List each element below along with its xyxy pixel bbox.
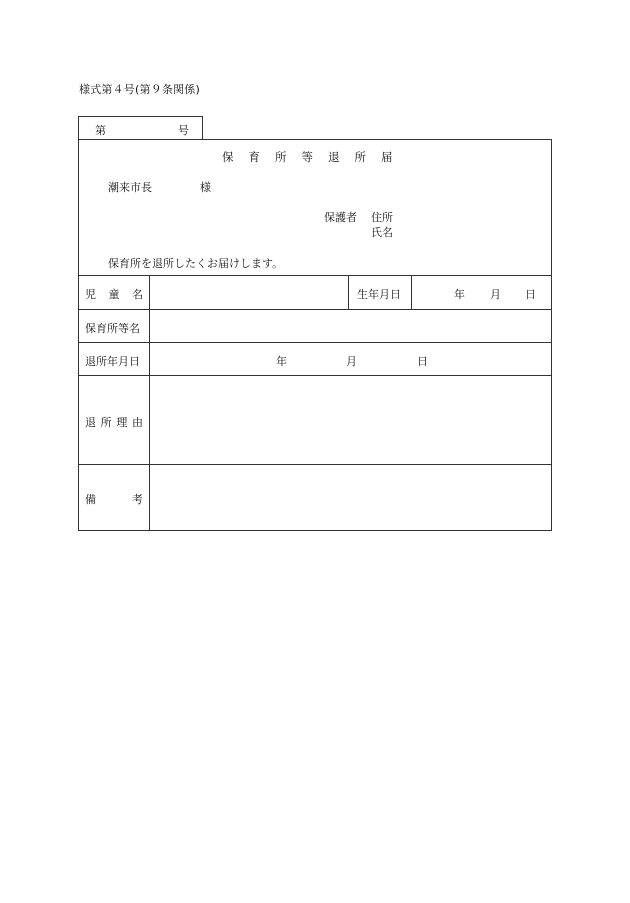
- guardian-address-label: 住所: [371, 211, 393, 224]
- title-char: 保: [222, 150, 234, 164]
- label-column-divider: [149, 275, 150, 530]
- withdrawal-day-unit: 日: [417, 355, 428, 368]
- form-title: [222, 149, 393, 165]
- withdrawal-year-unit: 年: [276, 355, 287, 368]
- guardian-label: 保護者: [324, 211, 357, 224]
- withdrawal-form: [78, 139, 552, 531]
- birth-year-unit: 年: [454, 288, 465, 301]
- addressee-honorific: 様: [200, 181, 211, 194]
- birth-month-unit: 月: [490, 288, 501, 301]
- title-char: 所: [275, 150, 287, 164]
- title-char: 所: [354, 150, 366, 164]
- remarks-label: 備 考: [85, 493, 143, 506]
- title-char: 届: [381, 150, 393, 164]
- child-name-label: 児 童 名: [85, 288, 143, 301]
- birthdate-divider-left: [348, 275, 349, 309]
- withdrawal-reason-label: 退 所 理 由: [85, 416, 143, 429]
- title-char: 育: [248, 150, 260, 164]
- notice-text: 保育所を退所したくお届けします。: [108, 257, 284, 270]
- birthdate-label: 生年月日: [357, 288, 401, 301]
- addressee-name: 潮来市長: [108, 181, 152, 194]
- number-prefix: 第: [95, 124, 106, 137]
- form-id: 様式第４号(第９条関係): [79, 83, 200, 96]
- birthdate-divider-right: [411, 275, 412, 309]
- title-char: 等: [301, 150, 313, 164]
- document-number-box: [78, 116, 203, 139]
- withdrawal-date-label: 退所年月日: [85, 355, 140, 368]
- number-suffix: 号: [178, 124, 189, 137]
- withdrawal-month-unit: 月: [346, 355, 357, 368]
- guardian-name-label: 氏名: [371, 226, 393, 239]
- facility-name-label: 保育所等名: [85, 322, 140, 335]
- title-char: 退: [328, 150, 340, 164]
- birth-day-unit: 日: [525, 288, 536, 301]
